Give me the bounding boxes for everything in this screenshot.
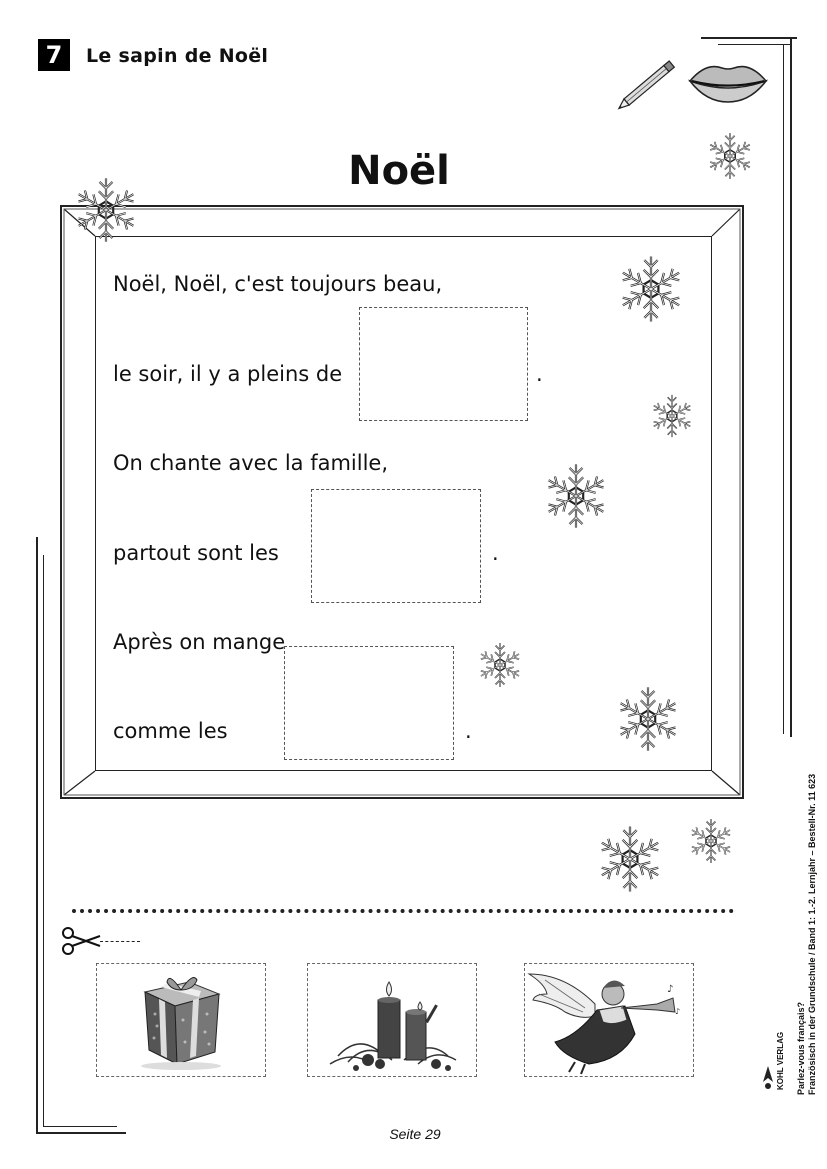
poem-line-4: partout sont les	[113, 541, 279, 565]
corner-line	[718, 44, 792, 45]
left-border-line	[36, 537, 38, 1134]
cutout-card-gift[interactable]	[96, 963, 266, 1077]
answer-blank-2[interactable]	[311, 489, 481, 603]
poem-line-6: comme les	[113, 719, 228, 743]
svg-text:♪: ♪	[675, 1007, 681, 1016]
gift-box-icon	[97, 964, 265, 1076]
right-border-line	[790, 37, 792, 737]
svg-text:♪: ♪	[667, 984, 674, 995]
snowflake-icon	[684, 816, 738, 866]
publisher-logo-icon	[759, 1062, 777, 1092]
pencil-icon	[612, 52, 684, 116]
candles-icon	[308, 964, 476, 1076]
snowflake-icon	[536, 460, 616, 532]
credit-line-2: Französisch in der Grundschule / Band 1: 1.-2. Lernjahr – Bestell-Nr. 11 623	[807, 773, 817, 1095]
line-end-dot: .	[536, 362, 543, 386]
snowflake-icon	[646, 392, 698, 440]
scissor-dash-line	[100, 941, 140, 942]
line-end-dot: .	[465, 719, 472, 743]
cut-line	[72, 909, 734, 913]
snowflake-icon	[66, 174, 146, 246]
exercise-number-badge: 7	[38, 39, 70, 71]
answer-blank-1[interactable]	[359, 307, 528, 421]
answer-blank-3[interactable]	[284, 646, 454, 760]
snowflake-icon	[474, 640, 526, 690]
left-border-line	[43, 555, 44, 1127]
publisher-name: KOHL VERLAG	[776, 1031, 785, 1090]
cutout-card-candles[interactable]	[307, 963, 477, 1077]
poem-line-2: le soir, il y a pleins de	[113, 362, 343, 386]
scissors-icon	[60, 926, 102, 956]
side-credit	[796, 774, 818, 1095]
header-title: Le sapin de Noël	[86, 45, 269, 67]
angel-icon	[525, 964, 693, 1076]
cutout-card-angel[interactable]	[524, 963, 694, 1077]
snowflake-icon	[590, 822, 670, 896]
snowflake-icon	[702, 130, 758, 182]
page-number: Seite 29	[389, 1126, 441, 1142]
page-title: Noël	[348, 148, 450, 194]
credit-line-1: Parlez-vous français?	[796, 1001, 806, 1095]
snowflake-icon	[608, 683, 688, 755]
poem-line-5: Après on mange	[113, 630, 286, 654]
corner-line	[701, 37, 797, 39]
snowflake-icon	[614, 249, 688, 329]
lips-icon	[686, 56, 770, 106]
poem-line-3: On chante avec la famille,	[113, 451, 389, 475]
poem-line-1: Noël, Noël, c'est toujours beau,	[113, 272, 443, 296]
line-end-dot: .	[492, 541, 499, 565]
